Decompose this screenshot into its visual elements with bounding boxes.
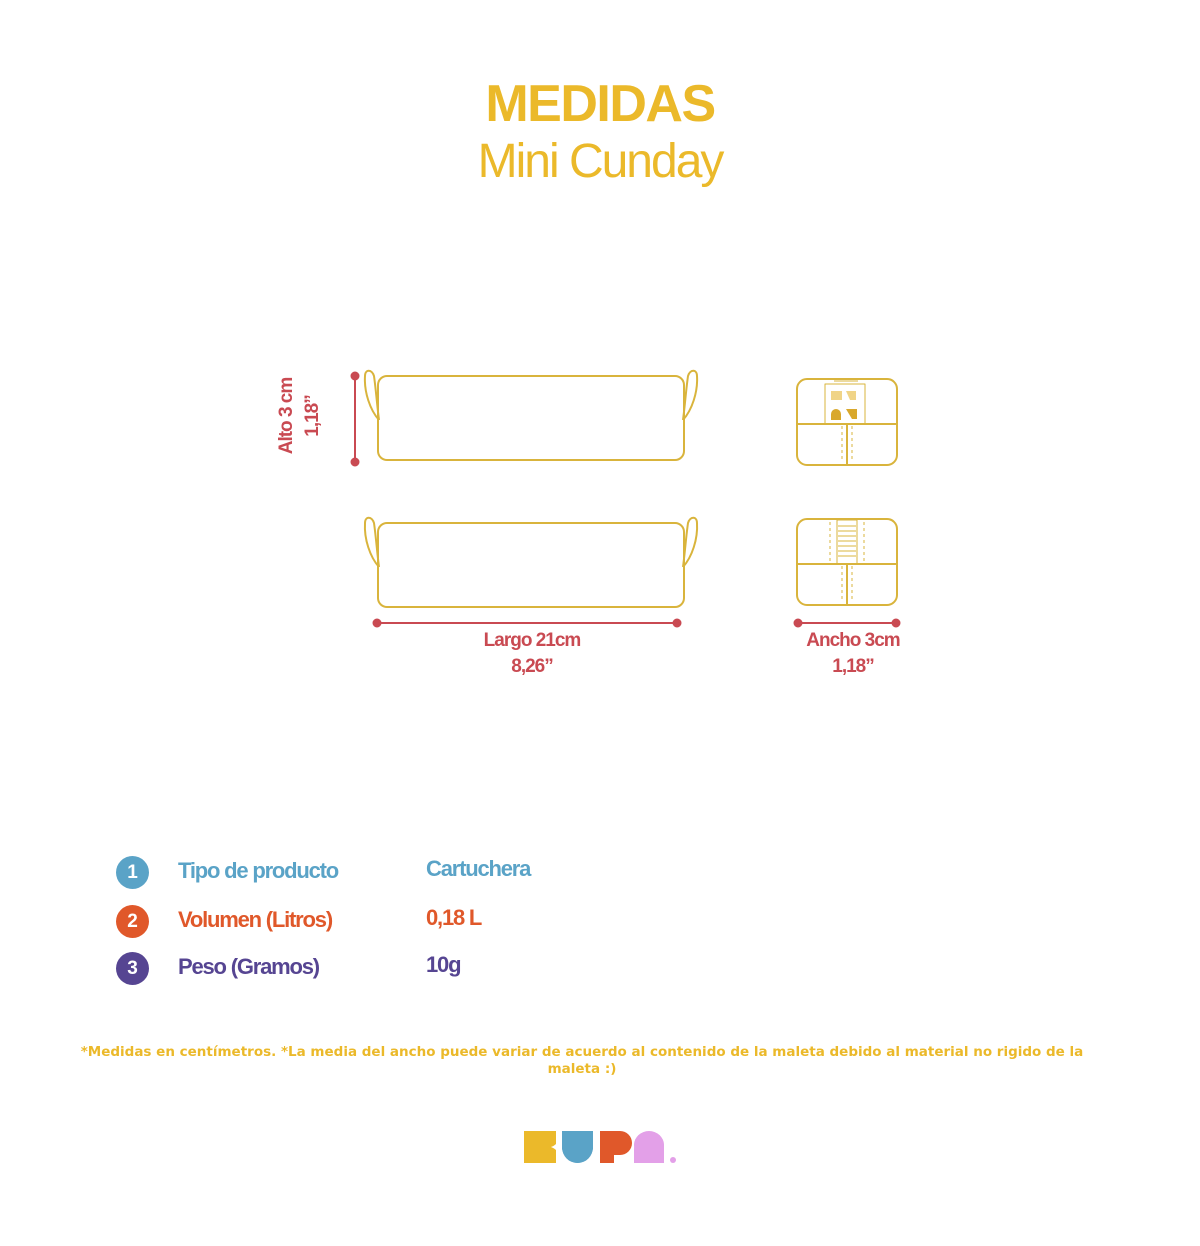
spec-label: Peso (Gramos): [178, 954, 319, 979]
product-name: Mini Cunday: [477, 135, 723, 188]
logo-letter-k: [524, 1131, 556, 1163]
logo-letter-a: [634, 1131, 664, 1163]
label-emblem: [831, 391, 857, 420]
largo-cm: Largo 21cm: [483, 630, 581, 651]
spec-row-volume: [116, 905, 716, 939]
spec-row-weight: [116, 952, 716, 986]
largo-dimension-label: [432, 628, 632, 680]
page-title: MEDIDAS: [485, 75, 715, 133]
front-view-bottom: [365, 518, 697, 607]
left-pull-tab: [365, 371, 379, 420]
kupa-logo: [522, 1129, 682, 1165]
spec-number-badge: 2: [116, 905, 149, 938]
ancho-dimension-label: [782, 628, 924, 680]
spec-value: 10g: [426, 952, 461, 977]
largo-inches: 8,26”: [511, 656, 553, 677]
alto-inches: 1,18”: [302, 395, 323, 437]
spec-number-badge: 3: [116, 952, 149, 985]
right-pull-tab: [683, 371, 697, 420]
footnote: *Medidas en centímetros. *La media del ancho puede variar de acuerdo al contenido de la maleta debido al material no rigido de la maleta :): [80, 1044, 1084, 1077]
spec-label: Tipo de producto: [178, 858, 339, 883]
side-view-bottom: [797, 519, 897, 605]
logo-dot: [670, 1157, 676, 1163]
spec-value: Cartuchera: [426, 856, 531, 881]
ancho-inches: 1,18”: [832, 656, 874, 677]
logo-letter-p: [600, 1131, 632, 1163]
ancho-cm: Ancho 3cm: [806, 630, 900, 651]
spec-number-badge: 1: [116, 856, 149, 889]
spec-label: Volumen (Litros): [178, 907, 332, 932]
spec-value: 0,18 L: [426, 905, 482, 930]
front-view-top: [365, 371, 697, 460]
logo-letter-u: [562, 1131, 593, 1163]
alto-cm: Alto 3 cm: [276, 377, 297, 455]
spec-row-product-type: [116, 856, 716, 890]
alto-dimension-label: [274, 370, 326, 462]
